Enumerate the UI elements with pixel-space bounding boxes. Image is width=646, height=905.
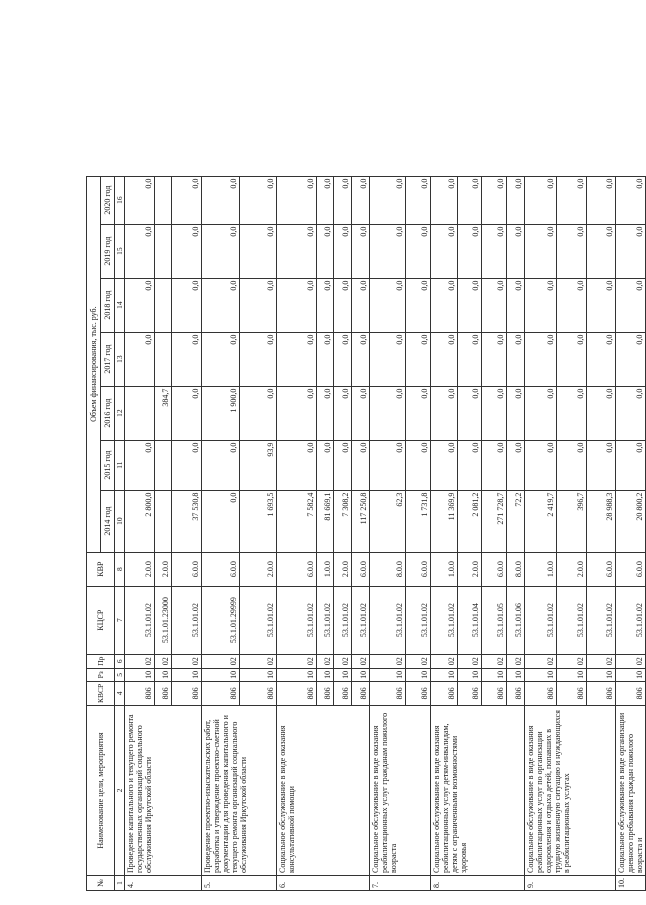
kvr-cell: 8.0.0 (370, 552, 406, 586)
amount-cell: 0,0 (557, 278, 587, 332)
kcsr-cell: 53.1.01.06 (507, 586, 525, 654)
index-cell: 15 (115, 224, 125, 278)
amount-cell: 0,0 (334, 386, 352, 440)
amount-cell: 62,3 (370, 490, 406, 552)
amount-cell: 0,0 (525, 176, 557, 224)
amount-cell: 0,0 (277, 332, 317, 386)
amount-cell: 396,7 (557, 490, 587, 552)
pr-cell: 02 (616, 654, 646, 668)
amount-cell: 0,0 (616, 440, 646, 490)
rz-cell: 10 (370, 668, 406, 681)
row-number-cell: 7. (370, 876, 431, 891)
kcsr-cell: 53.1.01.02 (317, 586, 334, 654)
kvr-cell: 6.0.0 (406, 552, 431, 586)
index-cell: 11 (115, 440, 125, 490)
amount-cell: 0,0 (482, 332, 507, 386)
kvr-cell: 8.0.0 (507, 552, 525, 586)
row-number-cell: 9. (525, 876, 616, 891)
amount-cell: 0,0 (125, 176, 155, 224)
amount-cell: 0,0 (172, 386, 202, 440)
amount-cell: 0,0 (587, 278, 616, 332)
amount-cell: 0,0 (482, 224, 507, 278)
index-cell: 6 (115, 654, 125, 668)
amount-cell: 0,0 (406, 278, 431, 332)
pr-cell: 02 (507, 654, 525, 668)
rz-cell: 10 (172, 668, 202, 681)
table-row (277, 176, 317, 890)
amount-cell: 0,0 (202, 176, 240, 224)
amount-cell: 0,0 (334, 332, 352, 386)
amount-cell: 37 530,8 (172, 490, 202, 552)
row-number-cell: 10. (616, 876, 646, 891)
pr-cell: 02 (587, 654, 616, 668)
amount-cell: 0,0 (587, 440, 616, 490)
amount-cell: 0,0 (277, 440, 317, 490)
amount-cell: 7 308,2 (334, 490, 352, 552)
rz-cell: 10 (458, 668, 482, 681)
kvr-cell: 6.0.0 (202, 552, 240, 586)
table-row (202, 176, 240, 890)
amount-cell: 1 693,5 (240, 490, 277, 552)
col-kcsr-header: КЦСР (87, 586, 115, 654)
index-cell: 2 (115, 706, 125, 876)
kvsr-cell: 806 (172, 681, 202, 705)
amount-cell: 0,0 (482, 440, 507, 490)
amount-cell: 0,0 (370, 176, 406, 224)
amount-cell: 0,0 (352, 386, 370, 440)
index-cell: 8 (115, 552, 125, 586)
activity-name-cell: Проведение проектно-изыскательских работ, разработка и утверждение проектно-сметной документации для проведения капитального и текущего ремонта организаций социального обслуживания Иркутской области (202, 706, 277, 876)
kvsr-cell: 806 (482, 681, 507, 705)
pr-cell: 02 (317, 654, 334, 668)
amount-cell: 0,0 (352, 176, 370, 224)
amount-cell: 0,0 (587, 224, 616, 278)
amount-cell: 0,0 (406, 224, 431, 278)
amount-cell: 0,0 (507, 440, 525, 490)
amount-cell: 0,0 (317, 224, 334, 278)
amount-cell: 0,0 (370, 332, 406, 386)
row-number-cell: 8. (431, 876, 525, 891)
amount-cell: 2 800,0 (125, 490, 155, 552)
kvr-cell: 6.0.0 (616, 552, 646, 586)
kvr-cell: 6.0.0 (277, 552, 317, 586)
amount-cell: 0,0 (406, 332, 431, 386)
amount-cell (155, 490, 172, 552)
activity-name-cell: Социальное обслуживание в виде оказания консультативной помощи (277, 706, 370, 876)
amount-cell: 0,0 (557, 176, 587, 224)
index-cell: 5 (115, 668, 125, 681)
kcsr-cell: 53.1.01.02 (406, 586, 431, 654)
amount-cell: 0,0 (525, 386, 557, 440)
amount-cell: 7 582,4 (277, 490, 317, 552)
kcsr-cell: 53.1.01.23000 (155, 586, 172, 654)
amount-cell: 0,0 (202, 332, 240, 386)
kvsr-cell: 806 (458, 681, 482, 705)
rz-cell: 10 (277, 668, 317, 681)
amount-cell: 0,0 (525, 332, 557, 386)
amount-cell: 1 731,8 (406, 490, 431, 552)
amount-cell (155, 278, 172, 332)
amount-cell: 0,0 (277, 176, 317, 224)
amount-cell: 11 369,9 (431, 490, 458, 552)
amount-cell (155, 440, 172, 490)
amount-cell: 0,0 (277, 386, 317, 440)
kvr-cell: 2.0.0 (155, 552, 172, 586)
amount-cell: 271 728,7 (482, 490, 507, 552)
amount-cell: 0,0 (334, 224, 352, 278)
col-name-header: Наименование цели, мероприятия (87, 706, 115, 876)
amount-cell: 28 988,3 (587, 490, 616, 552)
rz-cell: 10 (616, 668, 646, 681)
amount-cell: 93,9 (240, 440, 277, 490)
rz-cell: 10 (352, 668, 370, 681)
amount-cell (155, 332, 172, 386)
activity-name-cell: Проведение капитального и текущего ремонта государственных организаций социального обслуживания Иркутской области (125, 706, 202, 876)
amount-cell: 0,0 (317, 176, 334, 224)
rz-cell: 10 (587, 668, 616, 681)
amount-cell: 0,0 (557, 440, 587, 490)
amount-cell: 0,0 (317, 386, 334, 440)
kcsr-cell: 53.1.01.05 (482, 586, 507, 654)
kvsr-cell: 806 (202, 681, 240, 705)
amount-cell: 0,0 (616, 332, 646, 386)
pr-cell: 02 (240, 654, 277, 668)
table-row (370, 176, 406, 890)
kvr-cell: 2.0.0 (125, 552, 155, 586)
amount-cell: 1 900,0 (202, 386, 240, 440)
amount-cell: 0,0 (482, 278, 507, 332)
pr-cell: 02 (352, 654, 370, 668)
year-header: 2015 год (101, 440, 115, 490)
amount-cell: 20 800,2 (616, 490, 646, 552)
amount-cell: 0,0 (587, 386, 616, 440)
col-no-header: № (87, 876, 115, 891)
amount-cell: 0,0 (616, 176, 646, 224)
kcsr-cell: 53.1.01.29999 (202, 586, 240, 654)
amount-cell: 0,0 (587, 176, 616, 224)
kvsr-cell: 806 (587, 681, 616, 705)
amount-cell: 0,0 (172, 332, 202, 386)
amount-cell: 81 669,1 (317, 490, 334, 552)
amount-cell (155, 176, 172, 224)
kcsr-cell: 53.1.01.02 (587, 586, 616, 654)
amount-cell: 0,0 (616, 386, 646, 440)
amount-cell: 0,0 (525, 278, 557, 332)
table-body (125, 176, 646, 890)
amount-cell: 0,0 (370, 386, 406, 440)
activity-name-cell: Социальное обслуживание в виде оказания реабилитационных услуг гражданам пожилого возраста (370, 706, 431, 876)
amount-cell: 0,0 (458, 278, 482, 332)
kcsr-cell: 53.1.01.02 (125, 586, 155, 654)
activity-name-cell: Социальное обслуживание в виде организации дневного пребывания граждан пожилого возраста и (616, 706, 646, 876)
amount-cell: 0,0 (172, 440, 202, 490)
amount-cell: 0,0 (458, 440, 482, 490)
rz-cell: 10 (334, 668, 352, 681)
kvr-cell: 1.0.0 (317, 552, 334, 586)
pr-cell: 02 (155, 654, 172, 668)
rz-cell: 10 (525, 668, 557, 681)
pr-cell: 02 (172, 654, 202, 668)
amount-cell: 0,0 (352, 440, 370, 490)
amount-cell: 0,0 (125, 278, 155, 332)
amount-cell: 0,0 (370, 440, 406, 490)
pr-cell: 02 (431, 654, 458, 668)
amount-cell: 0,0 (202, 224, 240, 278)
pr-cell: 02 (525, 654, 557, 668)
amount-cell: 117 250,8 (352, 490, 370, 552)
row-number-cell: 6. (277, 876, 370, 891)
col-rz-header: Рз (87, 668, 115, 681)
pr-cell: 02 (202, 654, 240, 668)
kvr-cell: 2.0.0 (334, 552, 352, 586)
year-header: 2016 год (101, 386, 115, 440)
rz-cell: 10 (240, 668, 277, 681)
amount-cell: 0,0 (557, 386, 587, 440)
amount-cell: 0,0 (431, 176, 458, 224)
pr-cell: 02 (370, 654, 406, 668)
year-header: 2017 год (101, 332, 115, 386)
year-header: 2020 год (101, 176, 115, 224)
row-number-cell: 5. (202, 876, 277, 891)
amount-cell: 0,0 (334, 440, 352, 490)
rz-cell: 10 (406, 668, 431, 681)
amount-cell: 0,0 (557, 224, 587, 278)
year-header: 2019 год (101, 224, 115, 278)
kvsr-cell: 806 (406, 681, 431, 705)
amount-cell: 0,0 (507, 332, 525, 386)
kcsr-cell: 53.1.01.02 (172, 586, 202, 654)
kvsr-cell: 806 (277, 681, 317, 705)
index-cell: 12 (115, 386, 125, 440)
table-row (431, 176, 458, 890)
kvsr-cell: 806 (317, 681, 334, 705)
kcsr-cell: 53.1.01.02 (557, 586, 587, 654)
rz-cell: 10 (202, 668, 240, 681)
amount-cell: 0,0 (334, 278, 352, 332)
amount-cell: 0,0 (202, 440, 240, 490)
kvsr-cell: 806 (155, 681, 172, 705)
table-row (525, 176, 557, 890)
pr-cell: 02 (277, 654, 317, 668)
amount-cell: 0,0 (458, 332, 482, 386)
pr-cell: 02 (557, 654, 587, 668)
kcsr-cell: 53.1.01.02 (616, 586, 646, 654)
amount-cell: 0,0 (482, 386, 507, 440)
amount-cell: 0,0 (370, 224, 406, 278)
kcsr-cell: 53.1.01.02 (525, 586, 557, 654)
rz-cell: 10 (557, 668, 587, 681)
index-cell: 14 (115, 278, 125, 332)
amount-cell: 0,0 (352, 278, 370, 332)
amount-cell: 2 081,2 (458, 490, 482, 552)
kcsr-cell: 53.1.01.02 (240, 586, 277, 654)
activity-name-cell: Социальное обслуживание в виде оказания реабилитационных услуг по организации оздоровления и отдыха детей, попавших в трудную жизненную ситуацию и нуждающихся в реабилитационных услугах (525, 706, 616, 876)
kvsr-cell: 806 (125, 681, 155, 705)
amount-cell: 0,0 (277, 278, 317, 332)
amount-cell: 0,0 (406, 440, 431, 490)
kvsr-cell: 806 (370, 681, 406, 705)
index-cell: 4 (115, 681, 125, 705)
amount-cell: 0,0 (172, 224, 202, 278)
index-cell: 7 (115, 586, 125, 654)
kcsr-cell: 53.1.01.02 (370, 586, 406, 654)
kvr-cell: 6.0.0 (482, 552, 507, 586)
amount-cell: 0,0 (525, 440, 557, 490)
rz-cell: 10 (507, 668, 525, 681)
table-row (125, 176, 155, 890)
pr-cell: 02 (406, 654, 431, 668)
funding-table (86, 176, 646, 891)
amount-cell: 0,0 (240, 278, 277, 332)
amount-cell: 0,0 (352, 332, 370, 386)
amount-cell: 0,0 (507, 224, 525, 278)
kvr-cell: 2.0.0 (458, 552, 482, 586)
amount-cell: 0,0 (202, 278, 240, 332)
kvsr-cell: 806 (616, 681, 646, 705)
amount-cell (155, 224, 172, 278)
amount-cell: 0,0 (240, 332, 277, 386)
kvsr-cell: 806 (334, 681, 352, 705)
index-cell: 13 (115, 332, 125, 386)
kvr-cell: 6.0.0 (352, 552, 370, 586)
index-cell: 16 (115, 176, 125, 224)
amount-cell: 0,0 (507, 278, 525, 332)
amount-cell: 0,0 (557, 332, 587, 386)
amount-cell: 384,7 (155, 386, 172, 440)
kvsr-cell: 806 (431, 681, 458, 705)
amount-cell: 0,0 (240, 176, 277, 224)
amount-cell: 0,0 (458, 224, 482, 278)
kvr-cell: 2.0.0 (240, 552, 277, 586)
amount-cell: 0,0 (431, 332, 458, 386)
rz-cell: 10 (125, 668, 155, 681)
amount-cell: 0,0 (125, 332, 155, 386)
pr-cell: 02 (125, 654, 155, 668)
amount-cell: 2 419,7 (525, 490, 557, 552)
amount-cell (125, 386, 155, 440)
amount-cell: 72,2 (507, 490, 525, 552)
amount-cell: 0,0 (125, 224, 155, 278)
kvsr-cell: 806 (525, 681, 557, 705)
amount-cell: 0,0 (431, 224, 458, 278)
kcsr-cell: 53.1.01.02 (352, 586, 370, 654)
kcsr-cell: 53.1.01.02 (334, 586, 352, 654)
pr-cell: 02 (482, 654, 507, 668)
amount-cell: 0,0 (616, 278, 646, 332)
amount-cell: 0,0 (458, 176, 482, 224)
amount-cell: 0,0 (352, 224, 370, 278)
amount-cell: 0,0 (240, 224, 277, 278)
year-header: 2014 год (101, 490, 115, 552)
kvr-cell: 1.0.0 (525, 552, 557, 586)
funding-header: Объем финансирования, тыс. руб. (87, 176, 101, 552)
amount-cell: 0,0 (125, 440, 155, 490)
amount-cell: 0,0 (525, 224, 557, 278)
kvr-cell: 6.0.0 (172, 552, 202, 586)
kvsr-cell: 806 (352, 681, 370, 705)
rz-cell: 10 (431, 668, 458, 681)
amount-cell: 0,0 (334, 176, 352, 224)
rz-cell: 10 (482, 668, 507, 681)
kvr-cell: 6.0.0 (587, 552, 616, 586)
amount-cell: 0,0 (431, 440, 458, 490)
amount-cell: 0,0 (277, 224, 317, 278)
kcsr-cell: 53.1.01.02 (277, 586, 317, 654)
rz-cell: 10 (317, 668, 334, 681)
pr-cell: 02 (458, 654, 482, 668)
year-header: 2018 год (101, 278, 115, 332)
kvsr-cell: 806 (507, 681, 525, 705)
amount-cell: 0,0 (317, 440, 334, 490)
kcsr-cell: 53.1.01.04 (458, 586, 482, 654)
kvsr-cell: 806 (557, 681, 587, 705)
col-kvr-header: КВР (87, 552, 115, 586)
rz-cell: 10 (155, 668, 172, 681)
amount-cell: 0,0 (172, 176, 202, 224)
col-pr-header: Пр (87, 654, 115, 668)
amount-cell: 0,0 (431, 278, 458, 332)
amount-cell: 0,0 (587, 332, 616, 386)
index-cell: 10 (115, 490, 125, 552)
row-number-cell: 4. (125, 876, 202, 891)
kvsr-cell: 806 (240, 681, 277, 705)
amount-cell: 0,0 (616, 224, 646, 278)
amount-cell: 0,0 (406, 386, 431, 440)
kvr-cell: 1.0.0 (431, 552, 458, 586)
amount-cell: 0,0 (507, 176, 525, 224)
amount-cell: 0,0 (202, 490, 240, 552)
index-cell: 1 (115, 876, 125, 891)
kcsr-cell: 53.1.01.02 (431, 586, 458, 654)
amount-cell: 0,0 (406, 176, 431, 224)
amount-cell: 0,0 (507, 386, 525, 440)
amount-cell: 0,0 (317, 332, 334, 386)
kvr-cell: 2.0.0 (557, 552, 587, 586)
amount-cell: 0,0 (458, 386, 482, 440)
amount-cell: 0,0 (431, 386, 458, 440)
amount-cell: 0,0 (370, 278, 406, 332)
table-row (616, 176, 646, 890)
amount-cell: 0,0 (240, 386, 277, 440)
pr-cell: 02 (334, 654, 352, 668)
amount-cell: 0,0 (317, 278, 334, 332)
activity-name-cell: Социальное обслуживание в виде оказания реабилитационных услуг детям-инвалидам, детям с ограниченными возможностями здоровья (431, 706, 525, 876)
amount-cell: 0,0 (482, 176, 507, 224)
amount-cell: 0,0 (172, 278, 202, 332)
col-kvsr-header: КВСР (87, 681, 115, 705)
